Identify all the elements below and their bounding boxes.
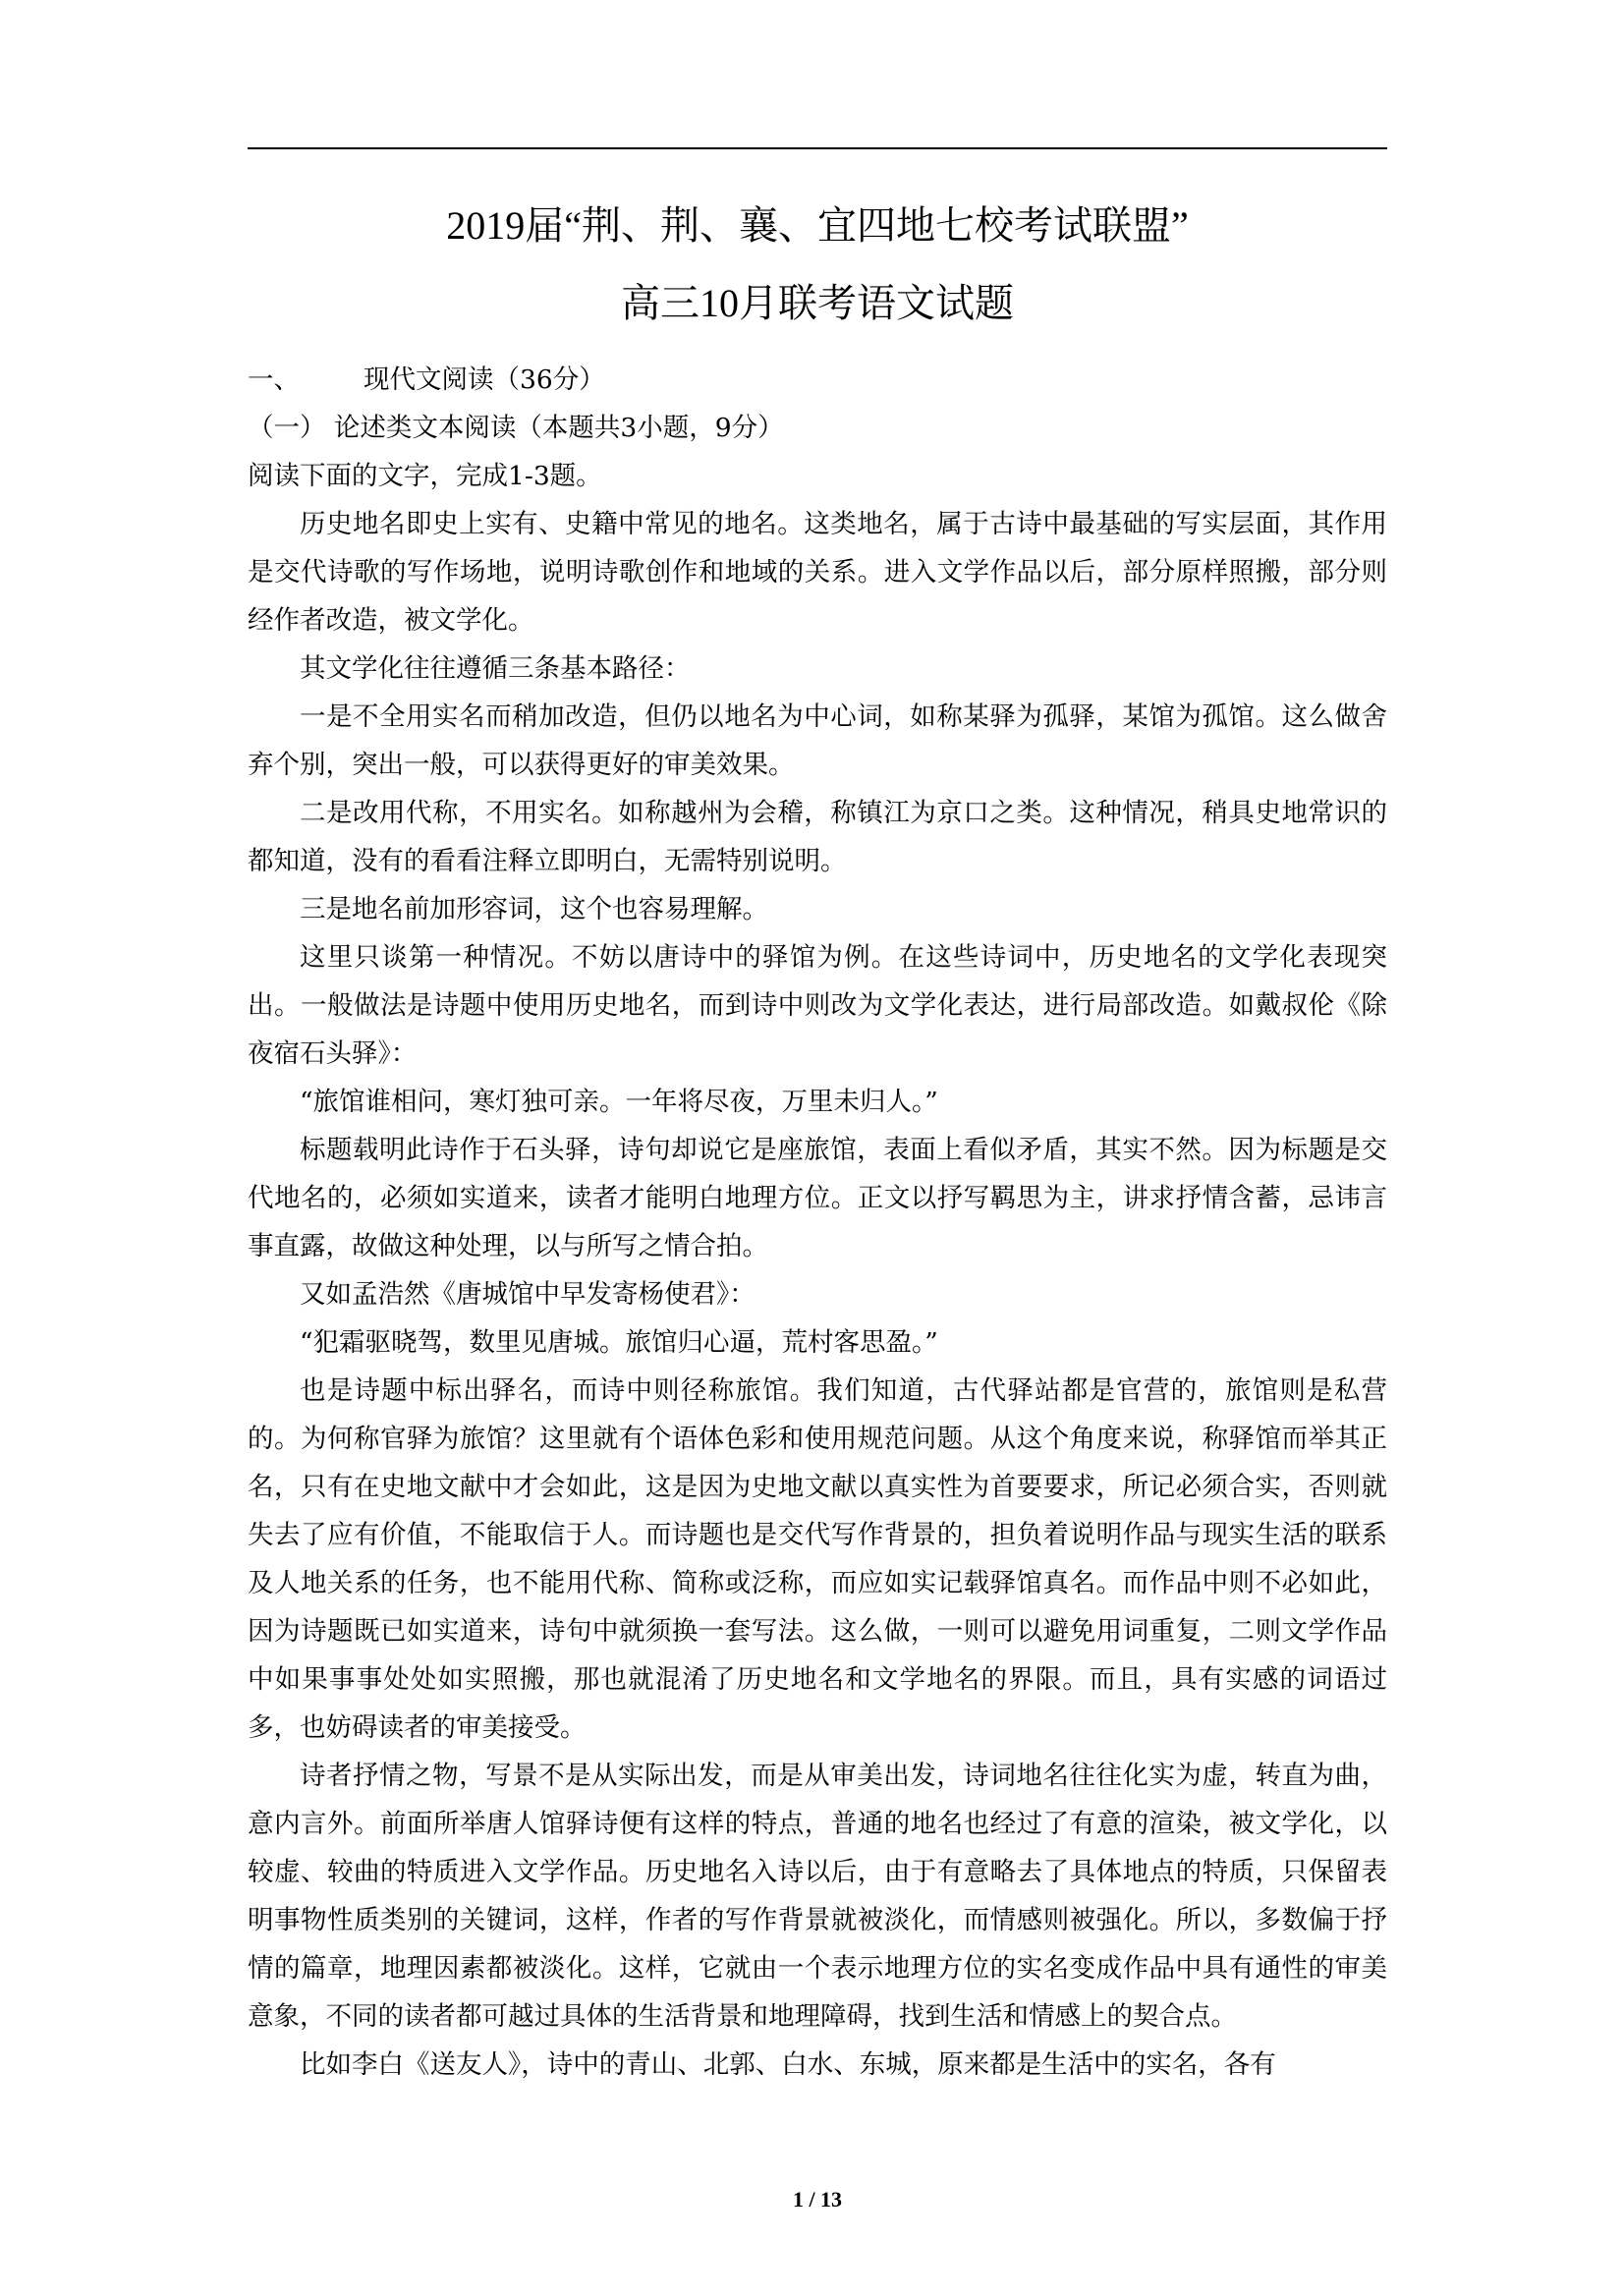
paragraph: 诗者抒情之物，写景不是从实际出发，而是从审美出发，诗词地名往往化实为虚，转直为曲，意内言外。前面所举唐人馆驿诗便有这样的特点，普通的地名也经过了有意的渲染，被文学化，以较虚、较曲的特质进入文学作品。历史地名入诗以后，由于有意略去了具体地点的特质，只保留表明事物性质类别的关键词，这样，作者的写作背景就被淡化，而情感则被强化。所以，多数偏于抒情的篇章，地理因素都被淡化。这样，它就由一个表示地理方位的实名变成作品中具有通性的审美意象，不同的读者都可越过具体的生活背景和地理障碍，找到生活和情感上的契合点。: [248, 1761, 1387, 2032]
subsection-heading: （一） 论述类文本阅读（本题共3小题，9分）: [248, 413, 784, 443]
section-label: 现代文阅读（36分）: [364, 364, 605, 395]
header-rule: [248, 147, 1387, 149]
paragraph: 标题载明此诗作于石头驿，诗句却说它是座旅馆，表面上看似矛盾，其实不然。因为标题是交代地名的，必须如实道来，读者才能明白地理方位。正文以抒写羁思为主，讲求抒情含蓄，忌讳言事直露，故做这种处理，以与所写之情合拍。: [248, 1135, 1387, 1261]
poem-quote: “旅馆谁相问，寒灯独可亲。一年将尽夜，万里未归人。”: [300, 1087, 938, 1117]
page-number: 1 / 13: [792, 2187, 843, 2212]
document-body: [248, 356, 1387, 2089]
paragraph: 三是地名前加形容词，这个也容易理解。: [300, 894, 768, 924]
section-number: 一、: [248, 364, 300, 395]
paragraph: 比如李白《送友人》，诗中的青山、北郭、白水、东城，原来都是生活中的实名，各有: [300, 2049, 1276, 2080]
reading-instruction: 阅读下面的文字，完成1-3题。: [248, 461, 602, 491]
poem-quote: “犯霜驱晓驾，数里见唐城。旅馆归心逼，荒村客思盈。”: [300, 1327, 938, 1358]
exam-subtitle: 高三10月联考语文试题: [621, 281, 1014, 325]
paragraph: 又如孟浩然《唐城馆中早发寄杨使君》：: [300, 1279, 756, 1310]
paragraph: 这里只谈第一种情况。不妨以唐诗中的驿馆为例。在这些诗词中，历史地名的文学化表现突出。一般做法是诗题中使用历史地名，而到诗中则改为文学化表达，进行局部改造。如戴叔伦《除夜宿石头驿》：: [248, 942, 1387, 1069]
section-heading: [248, 356, 1387, 404]
paragraph: 其文学化往往遵循三条基本路径：: [300, 653, 691, 684]
paragraph: 也是诗题中标出驿名，而诗中则径称旅馆。我们知道，古代驿站都是官营的，旅馆则是私营的。为何称官驿为旅馆？这里就有个语体色彩和使用规范问题。从这个角度来说，称驿馆而举其正名，只有在史地文献中才会如此，这是因为史地文献以真实性为首要要求，所记必须合实，否则就失去了应有价值，不能取信于人。而诗题也是交代写作背景的，担负着说明作品与现实生活的联系及人地关系的任务，也不能用代称、简称或泛称，而应如实记载驿馆真名。而作品中则不必如此，因为诗题既已如实道来，诗句中就须换一套写法。这么做，一则可以避免用词重复，二则文学作品中如果事事处处如实照搬，那也就混淆了历史地名和文学地名的界限。而且，具有实感的词语过多，也妨碍读者的审美接受。: [248, 1375, 1387, 1743]
exam-title: 2019届“荆、荆、襄、宜四地七校考试联盟”: [446, 203, 1189, 248]
paragraph: 二是改用代称，不用实名。如称越州为会稽，称镇江为京口之类。这种情况，稍具史地常识的都知道，没有的看看注释立即明白，无需特别说明。: [248, 798, 1387, 876]
paragraph: 一是不全用实名而稍加改造，但仍以地名为中心词，如称某驿为孤驿，某馆为孤馆。这么做舍弃个别，突出一般，可以获得更好的审美效果。: [248, 701, 1387, 780]
paragraph: 历史地名即史上实有、史籍中常见的地名。这类地名，属于古诗中最基础的写实层面，其作用是交代诗歌的写作场地，说明诗歌创作和地域的关系。进入文学作品以后，部分原样照搬，部分则经作者改造，被文学化。: [248, 509, 1387, 636]
